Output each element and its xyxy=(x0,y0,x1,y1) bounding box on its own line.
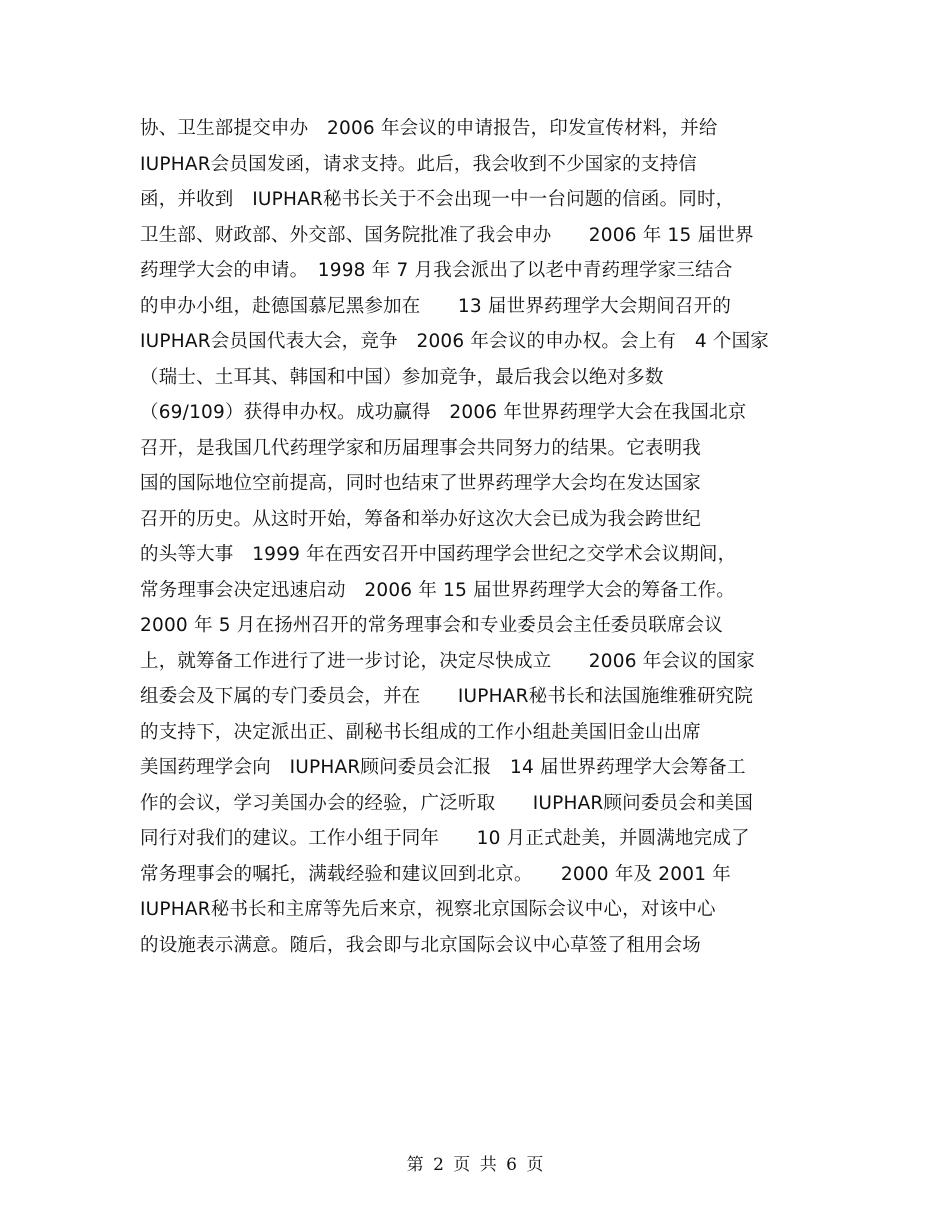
page-number-footer: 第 2 页 共 6 页 xyxy=(406,1155,544,1175)
text-line: 函，并收到 IUPHAR秘书长关于不会出现一中一台问题的信函。同时， xyxy=(140,189,735,210)
text-line: 卫生部、财政部、外交部、国务院批准了我会申办 2006 年 15 届世界 xyxy=(140,224,754,246)
text-line: 2000 年 5 月在扬州召开的常务理事会和专业委员会主任委员联席会议 xyxy=(140,615,723,636)
text-line: 的支持下，决定派出正、副秘书长组成的工作小组赴美国旧金山出席 xyxy=(140,721,702,743)
text-line: 召开的历史。从这时开始，筹备和举办好这次大会已成为我会跨世纪 xyxy=(140,508,702,530)
text-line: 上，就筹备工作进行了进一步讨论，决定尽快成立 2006 年会议的国家 xyxy=(140,650,755,672)
text-line: 的设施表示满意。随后，我会即与北京国际会议中心草签了租用会场 xyxy=(140,934,702,956)
text-line: IUPHAR会员国代表大会，竞争 2006 年会议的申办权。会上有 4 个国家 xyxy=(140,331,769,352)
text-line: 同行对我们的建议。工作小组于同年 10 月正式赴美，并圆满地完成了 xyxy=(140,828,750,849)
text-line: IUPHAR秘书长和主席等先后来京，视察北京国际会议中心，对该中心 xyxy=(140,899,716,920)
text-line: 作的会议，学习美国办会的经验，广泛听取 IUPHAR顾问委员会和美国 xyxy=(140,792,754,814)
text-line: 组委会及下属的专门委员会，并在 IUPHAR秘书长和法国施维雅研究院 xyxy=(140,686,754,707)
text-line: 常务理事会的嘱托，满载经验和建议回到北京。 2000 年及 2001 年 xyxy=(140,863,731,885)
text-line: 美国药理学会向 IUPHAR顾问委员会汇报 14 届世界药理学大会筹备工 xyxy=(140,757,746,778)
text-line: （69/109）获得申办权。成功赢得 2006 年世界药理学大会在我国北京 xyxy=(140,402,747,423)
text-line: 协、卫生部提交申办 2006 年会议的申请报告，印发宣传材料，并给 xyxy=(140,118,718,139)
text-line: IUPHAR会员国发函，请求支持。此后，我会收到不少国家的支持信 xyxy=(140,153,697,175)
text-line: 的申办小组，赴德国慕尼黑参加在 13 届世界药理学大会期间召开的 xyxy=(140,295,732,317)
text-line: 国的国际地位空前提高，同时也结束了世界药理学大会均在发达国家 xyxy=(140,473,702,494)
text-line: 召开，是我国几代药理学家和历届理事会共同努力的结果。它表明我 xyxy=(140,437,702,459)
text-line: 药理学大会的申请。 1998 年 7 月我会派出了以老中青药理学家三结合 xyxy=(140,260,733,281)
body-text xyxy=(140,111,820,963)
text-line: 的头等大事 1999 年在西安召开中国药理学会世纪之交学术会议期间， xyxy=(140,544,737,565)
text-line: 常务理事会决定迅速启动 2006 年 15 届世界药理学大会的筹备工作。 xyxy=(140,579,735,601)
text-line: （瑞士、土耳其、韩国和中国）参加竞争，最后我会以绝对多数 xyxy=(140,366,664,388)
